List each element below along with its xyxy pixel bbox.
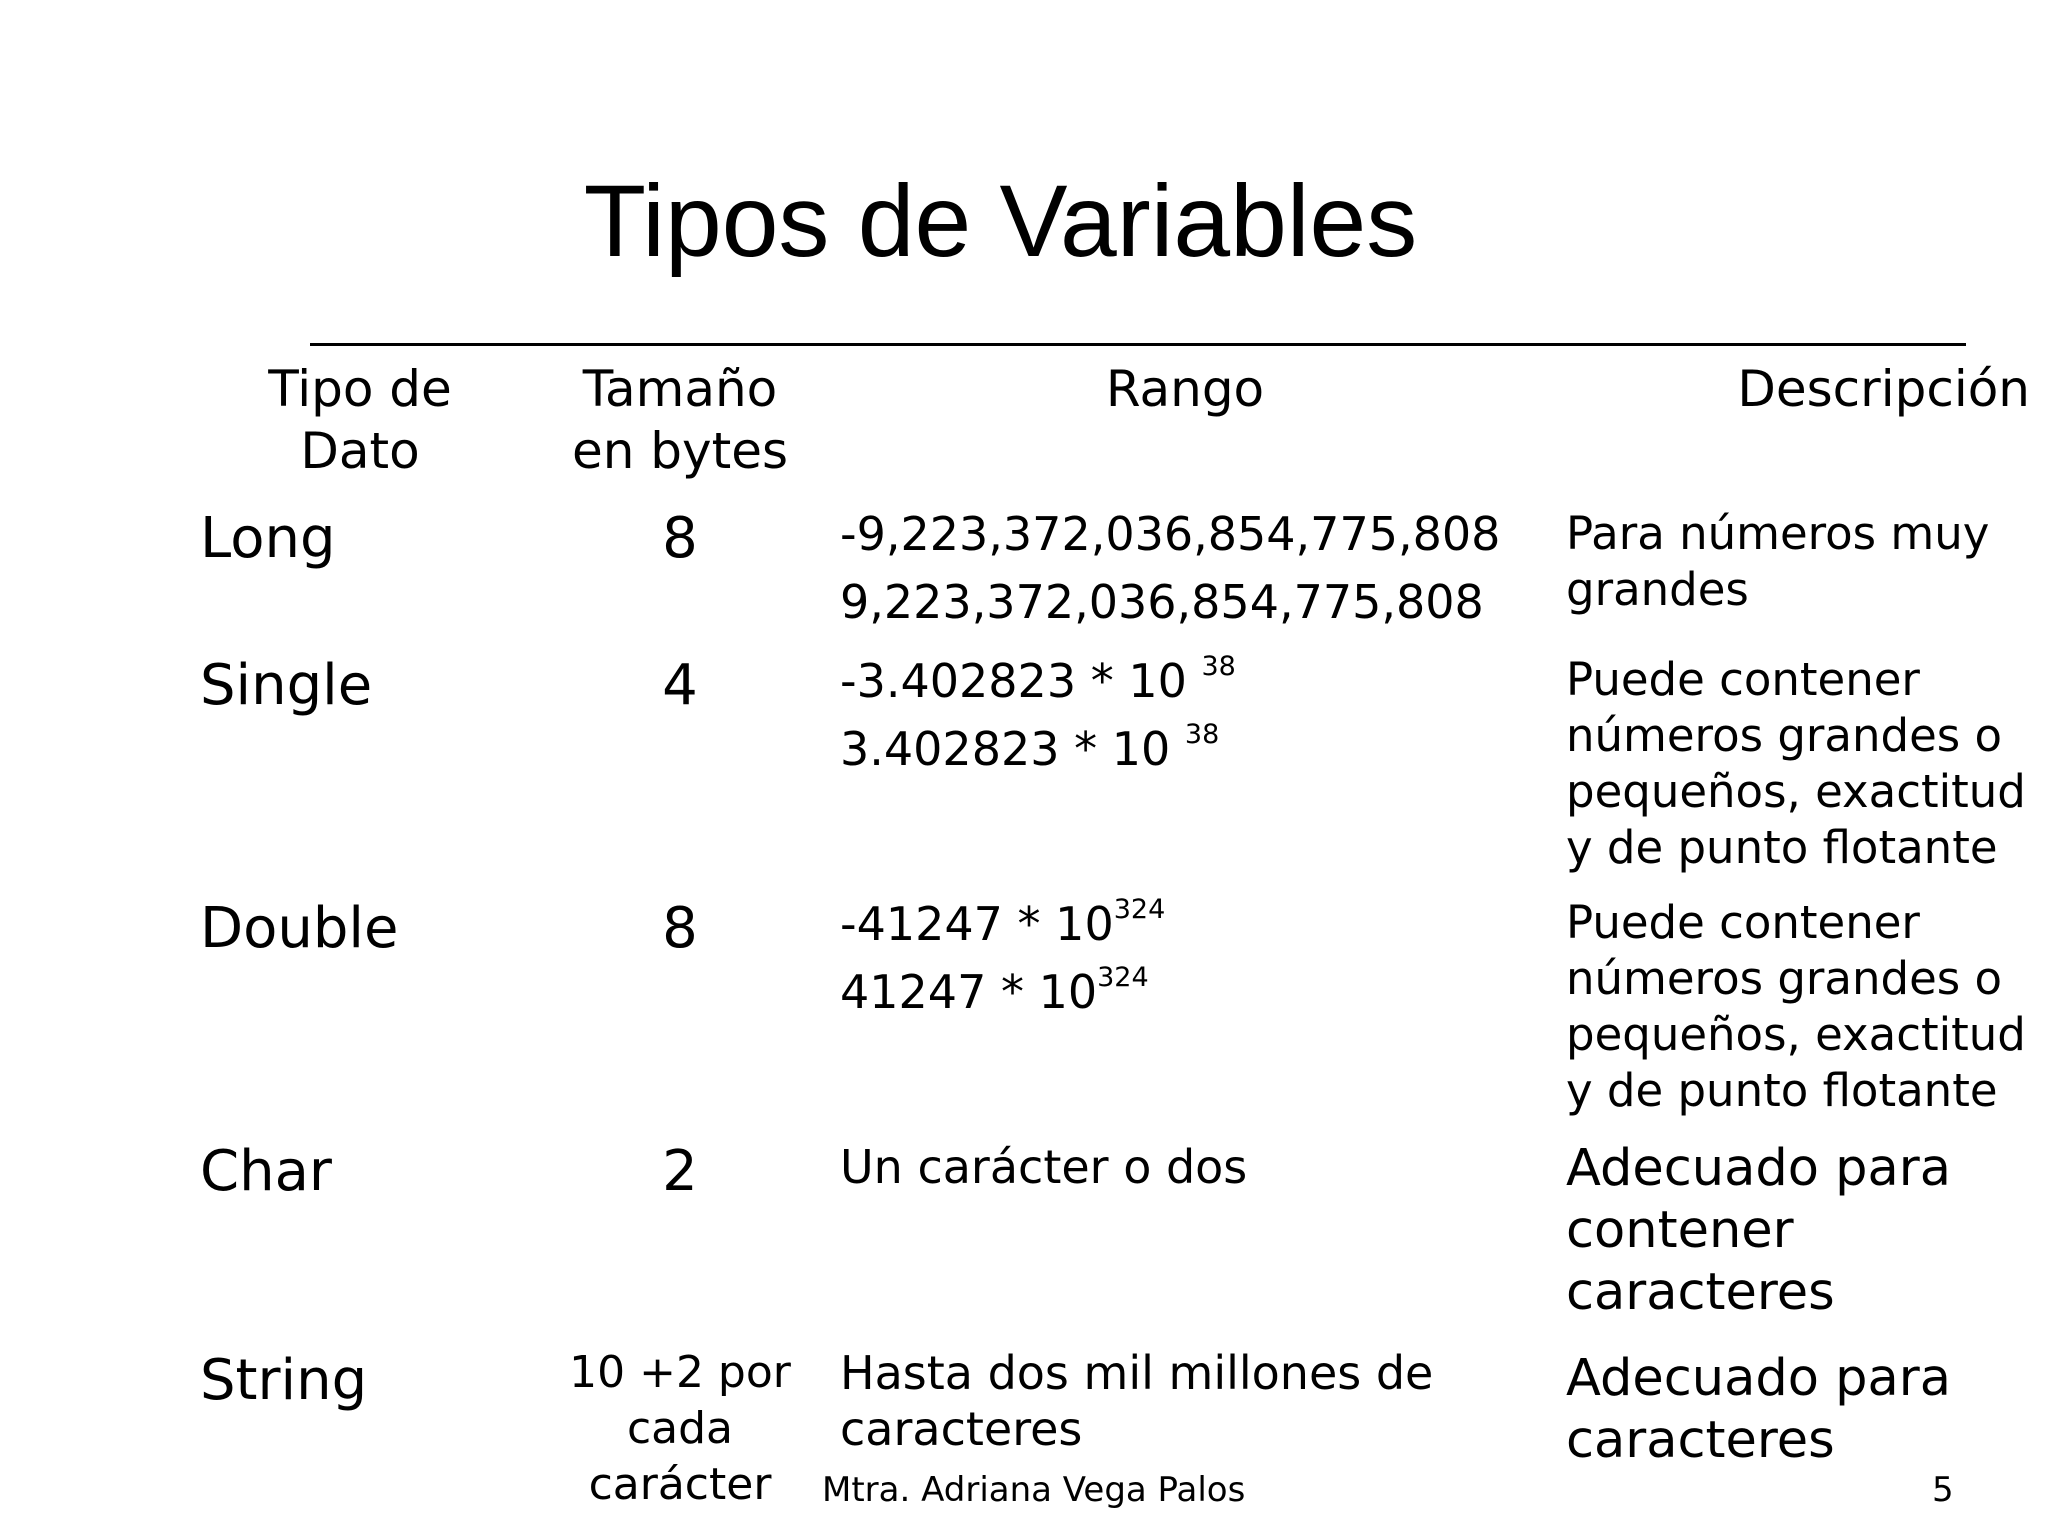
exponent: 324 — [1113, 894, 1166, 925]
row-double-description — [1566, 895, 2026, 1119]
row-long-size: 8 — [662, 506, 698, 571]
row-string-desc-line: caracteres — [1566, 1411, 1835, 1470]
exponent: 38 — [1201, 651, 1236, 682]
row-double-desc-line: Puede contener — [1566, 896, 1920, 949]
header-tamano-en-bytes — [540, 358, 820, 482]
exponent: 324 — [1097, 962, 1149, 993]
row-single-desc-line: Puede contener — [1566, 653, 1920, 706]
header-tamano-line2: en bytes — [571, 422, 789, 480]
row-long-range-max: 9,223,372,036,854,775,808 — [840, 575, 1484, 629]
row-double-desc-line: números grandes o — [1566, 952, 2003, 1005]
row-double-type: Double — [200, 896, 399, 961]
row-single-type: Single — [200, 653, 373, 718]
header-tipo-line1: Tipo de — [268, 360, 452, 418]
row-string-type: String — [200, 1348, 368, 1413]
row-long-range — [840, 500, 1500, 636]
title-divider — [310, 343, 1966, 346]
row-single-description — [1566, 652, 2026, 876]
row-string-size-line: 10 +2 por — [569, 1347, 791, 1398]
row-char-description — [1566, 1138, 1951, 1324]
row-string-range-line: caracteres — [840, 1402, 1083, 1456]
row-single-desc-line: números grandes o — [1566, 709, 2003, 762]
row-char-desc-line: caracteres — [1566, 1263, 1835, 1322]
row-double-range — [840, 890, 1165, 1026]
row-string-range — [840, 1345, 1433, 1457]
row-long-description — [1566, 506, 1989, 618]
row-string-size-line: carácter — [588, 1459, 772, 1510]
row-long-type: Long — [200, 506, 336, 571]
row-char-size: 2 — [662, 1139, 698, 1204]
row-double-desc-line: y de punto flotante — [1566, 1064, 1998, 1117]
row-string-range-line: Hasta dos mil millones de — [840, 1346, 1434, 1400]
header-tipo-de-dato — [230, 358, 490, 482]
row-single-range — [840, 647, 1236, 783]
row-long-desc-line: grandes — [1566, 563, 1749, 616]
header-rango: Rango — [1105, 360, 1265, 418]
slide-title: Tipos de Variables — [583, 164, 1418, 278]
page-number: 5 — [1932, 1470, 1954, 1510]
row-string-desc-line: Adecuado para — [1566, 1349, 1951, 1408]
row-single-desc-line: y de punto flotante — [1566, 821, 1998, 874]
row-single-desc-line: pequeños, exactitud — [1566, 765, 2026, 818]
row-string-size — [530, 1345, 830, 1513]
row-double-range-max: $41247 * 10^{324}$ — [840, 962, 1149, 1019]
header-tipo-line2: Dato — [300, 422, 420, 480]
row-long-range-min: -9,223,372,036,854,775,808 — [840, 507, 1501, 561]
row-double-desc-line: pequeños, exactitud — [1566, 1008, 2026, 1061]
exponent: 38 — [1184, 719, 1220, 750]
row-single-range-min: -3.402823 * 10 $^{38}$ — [840, 651, 1236, 708]
row-double-range-min: $-41247 * 10^{324}$ — [840, 894, 1166, 951]
row-string-size-line: cada — [626, 1403, 734, 1454]
row-char-type: Char — [200, 1139, 332, 1204]
row-char-desc-line: contener — [1566, 1201, 1794, 1260]
header-descripcion: Descripción — [1737, 360, 2030, 418]
row-double-size: 8 — [662, 896, 698, 961]
row-string-description — [1566, 1348, 1951, 1472]
header-tamano-line1: Tamaño — [582, 360, 778, 418]
row-long-desc-line: Para números muy — [1566, 507, 1990, 560]
row-single-range-max: 3.402823 * 10 $^{38}$ — [840, 719, 1220, 776]
row-char-range: Un carácter o dos — [840, 1140, 1248, 1194]
row-char-desc-line: Adecuado para — [1566, 1139, 1951, 1198]
footer-author: Mtra. Adriana Vega Palos — [822, 1470, 1246, 1510]
row-single-size: 4 — [662, 653, 698, 718]
